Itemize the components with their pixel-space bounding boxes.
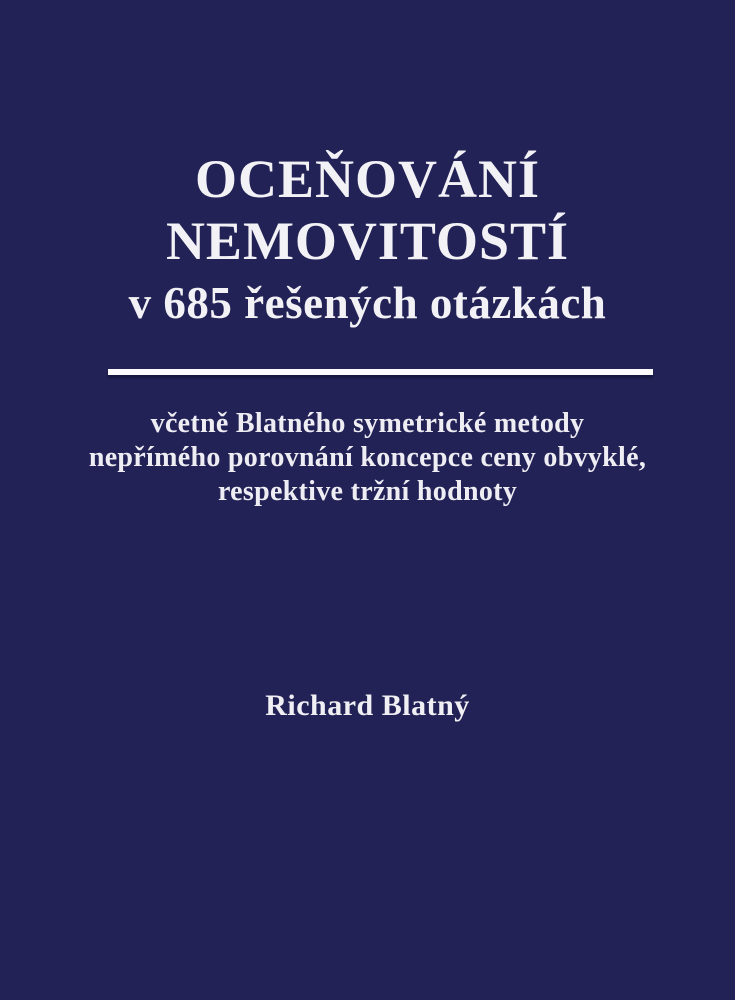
subtitle-line-2: nepřímého porovnání koncepce ceny obvyklé, — [88, 442, 647, 473]
book-subtitle — [0, 407, 735, 509]
subtitle-line-3: respektive tržní hodnoty — [217, 476, 518, 507]
author-name: Richard Blatný — [265, 689, 470, 722]
title-line-3: v 685 řešených otázkách — [128, 278, 607, 328]
subtitle-line-1: včetně Blatného symetrické metody — [150, 408, 585, 439]
title-line-1: OCEŇOVÁNÍ — [194, 149, 541, 209]
title-line-2: NEMOVITOSTÍ — [165, 211, 570, 271]
divider-rule — [108, 369, 653, 375]
book-title — [0, 148, 735, 334]
